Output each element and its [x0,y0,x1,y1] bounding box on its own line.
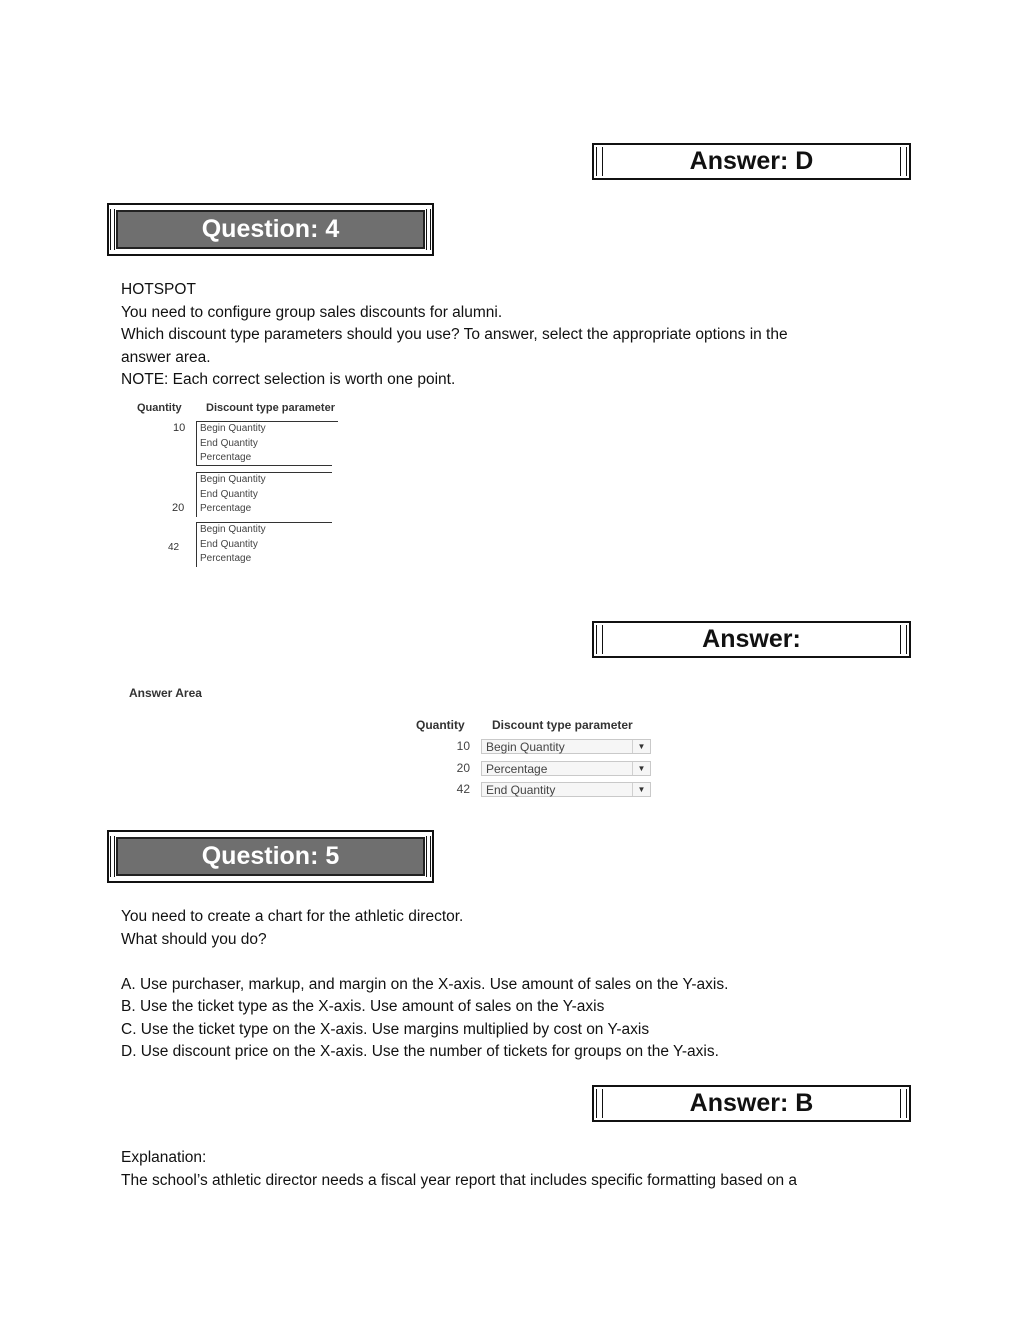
dropdown-value: Percentage [486,762,548,776]
dropdown-value: End Quantity [486,783,556,797]
hotspot-qty-42: 42 [168,542,180,553]
answer-area-header-quantity: Quantity [416,718,465,732]
option-percentage[interactable]: Percentage [200,452,252,463]
explanation-label: Explanation: [121,1149,207,1166]
q4-note: NOTE: Each correct selection is worth one point. [121,371,456,388]
hotspot-qty-20: 20 [172,502,185,514]
option-end-quantity[interactable]: End Quantity [200,488,258,500]
explanation [121,1147,921,1192]
chevron-down-icon[interactable]: ▼ [632,740,650,753]
answer-qty-20: 20 [456,761,470,775]
discount-param-dropdown-20[interactable] [481,761,651,776]
option-begin-quantity[interactable]: Begin Quantity [200,423,266,434]
option-d: D. Use discount price on the X-axis. Use the number of tickets for groups on the Y-axis. [121,1043,719,1060]
q4-line-hotspot: HOTSPOT [121,281,196,298]
answer-qty-10: 10 [456,739,470,753]
option-begin-quantity[interactable]: Begin Quantity [200,524,266,535]
question-5-title: Question: 5 [201,842,340,870]
answer-text: Answer: D [689,147,814,175]
discount-param-dropdown-42[interactable] [481,782,651,797]
option-b: B. Use the ticket type as the X-axis. Use amount of sales on the Y-axis [121,998,605,1015]
answer-text: Answer: [702,625,801,653]
option-end-quantity[interactable]: End Quantity [200,437,258,449]
q4-line-1: You need to configure group sales discounts for alumni. [121,303,503,321]
hotspot-figure [128,398,358,570]
hotspot-header-quantity: Quantity [137,402,182,414]
hotspot-options-20[interactable] [196,473,266,517]
hotspot-options-10[interactable] [196,422,266,466]
question-5-text [121,906,921,1064]
hotspot-qty-10: 10 [173,422,186,434]
answer-box-q3 [592,143,911,180]
answer-area-title: Answer Area [129,686,202,700]
divider [196,465,332,466]
dropdown-value: Begin Quantity [486,740,565,754]
answer-box-q5 [592,1085,911,1122]
option-percentage[interactable]: Percentage [200,503,252,514]
question-4-text [121,279,921,392]
q5-line-1: You need to create a chart for the athletic director. [121,908,464,925]
question-4-title: Question: 4 [201,215,340,243]
discount-param-dropdown-10[interactable] [481,739,651,754]
option-begin-quantity[interactable]: Begin Quantity [200,474,266,485]
hotspot-header-param: Discount type parameter [206,402,335,414]
answer-text: Answer: B [689,1089,814,1117]
q5-line-2: What should you do? [121,930,267,948]
option-c: C. Use the ticket type on the X-axis. Use margins multiplied by cost on Y-axis [121,1020,650,1038]
chevron-down-icon[interactable]: ▼ [632,783,650,796]
answer-qty-42: 42 [456,782,470,796]
option-end-quantity[interactable]: End Quantity [200,538,258,550]
option-a: A. Use purchaser, markup, and margin on the X-axis. Use amount of sales on the Y-axis. [121,975,729,993]
question-5-banner [107,830,434,883]
chevron-down-icon[interactable]: ▼ [632,762,650,775]
q4-line-2: Which discount type parameters should you use? To answer, select the appropriate options in the [121,326,788,343]
answer-area-header-param: Discount type parameter [492,718,633,732]
option-percentage[interactable]: Percentage [200,553,252,564]
answer-box-q4 [592,621,911,658]
question-4-banner [107,203,434,256]
hotspot-options-42[interactable] [196,523,266,567]
explanation-text: The school’s athletic director needs a fiscal year report that includes specific formatting based on a [121,1171,798,1189]
q4-line-3: answer area. [121,348,211,366]
